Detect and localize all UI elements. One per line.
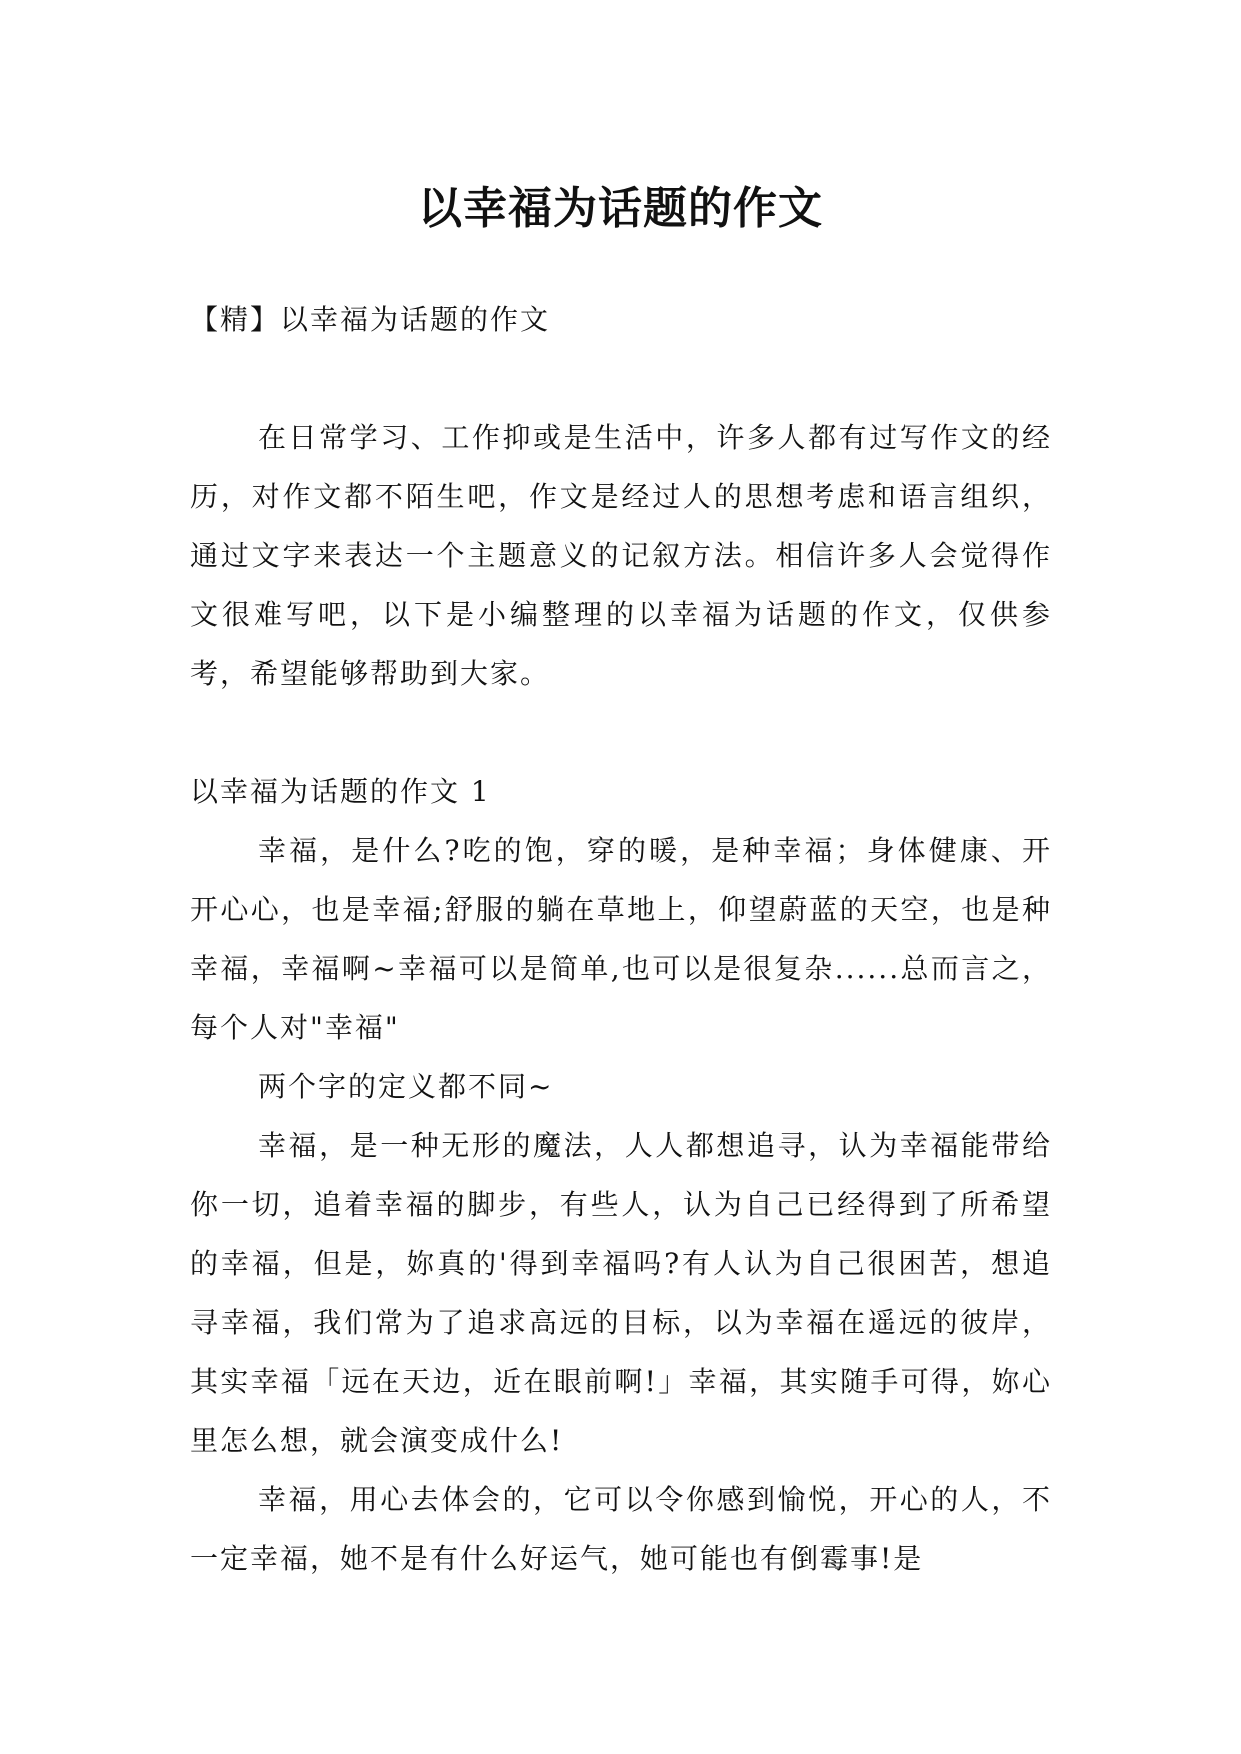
document-subtitle: 【精】以幸福为话题的作文 — [190, 303, 551, 336]
body-paragraph-1: 幸福，是什么?吃的饱，穿的暖，是种幸福；身体健康、开开心心，也是幸福;舒服的躺在草地上，仰望蔚蓝的天空，也是种幸福，幸福啊~幸福可以是简单,也可以是很复杂......总而言之，每个人对"幸福" — [190, 834, 1052, 1044]
body-paragraph-2: 两个字的定义都不同~ — [258, 1070, 554, 1103]
document-body — [190, 290, 1052, 1588]
body-paragraph-3: 幸福，是一种无形的魔法，人人都想追寻，认为幸福能带给你一切，追着幸福的脚步，有些人，认为自己已经得到了所希望的幸福，但是，妳真的'得到幸福吗?有人认为自己很困苦，想追寻幸福，我们常为了追求高远的目标，以为幸福在遥远的彼岸，其实幸福「远在天边，近在眼前啊!」幸福，其实随手可得，妳心里怎么想，就会演变成什么! — [190, 1129, 1052, 1457]
document-title: 以幸福为话题的作文 — [418, 183, 823, 235]
section-heading: 以幸福为话题的作文 1 — [190, 775, 491, 808]
body-paragraph-4: 幸福，用心去体会的，它可以令你感到愉悦，开心的人，不一定幸福，她不是有什么好运气，她可能也有倒霉事!是 — [190, 1483, 1052, 1575]
intro-paragraph: 在日常学习、工作抑或是生活中，许多人都有过写作文的经历，对作文都不陌生吧，作文是经过人的思想考虑和语言组织，通过文字来表达一个主题意义的记叙方法。相信许多人会觉得作文很难写吧，以下是小编整理的以幸福为话题的作文，仅供参考，希望能够帮助到大家。 — [190, 421, 1052, 690]
